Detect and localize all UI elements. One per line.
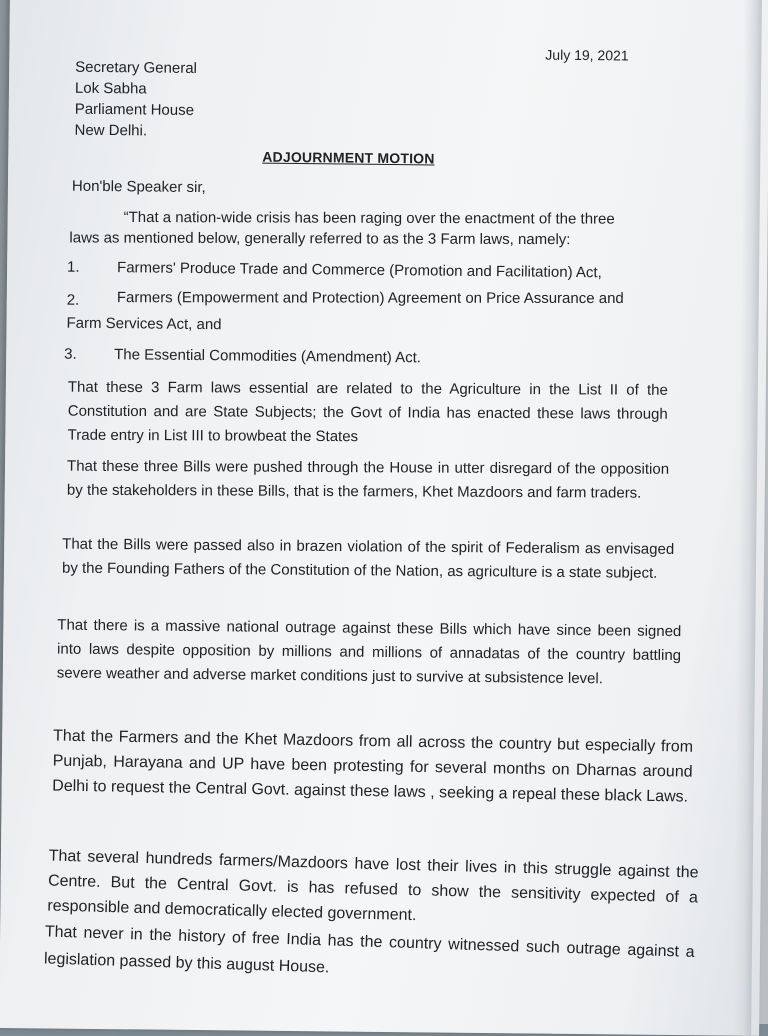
list-item-text: The Essential Commodities (Amendment) Act.: [114, 346, 422, 367]
recipient-address: [74, 57, 197, 142]
paragraph: That several hundreds farmers/Mazdoors have lost their lives in this struggle against the Centre. But the Central Govt. is has refused to show the sensitivity expected of a responsible and democratically elected government.: [47, 847, 699, 925]
document-title: ADJOURNMENT MOTION: [262, 148, 435, 167]
intro-line: “That a nation-wide crisis has been raging over the enactment of the three: [123, 208, 615, 228]
paragraph: That these three Bills were pushed through the House in utter disregard of the opposition by the stakeholders in these Bills, that is the farmers, Khet Mazdoors and farm traders.: [66, 457, 670, 502]
salutation: Hon'ble Speaker sir,: [71, 177, 206, 197]
list-item-number: 2.: [66, 291, 80, 309]
paragraph: That these 3 Farm laws essential are related to the Agriculture in the List II of the Constitution and are State Subjects; the Govt of India has enacted these laws through Trade entry in List III to browbeat the States: [67, 378, 668, 446]
paragraph: That the Bills were passed also in brazen violation of the spirit of Federalism as envisaged by the Founding Fathers of the Constitution of the Nation, as agriculture is a state subject.: [61, 535, 675, 582]
address-line: New Delhi.: [74, 121, 148, 140]
list-item-text: Farmers (Empowerment and Protection) Agreement on Price Assurance and: [116, 289, 624, 308]
list-item-text: Farmers' Produce Trade and Commerce (Promotion and Facilitation) Act,: [117, 259, 602, 282]
paragraph: That the Farmers and the Khet Mazdoors from all across the country but especially from Punjab, Harayana and UP have been protesting for several months on Dharnas around Delhi to request the Central Govt. against these laws , seeking a repeal these black Laws.: [52, 727, 694, 806]
intro-line: laws as mentioned below, generally referred to as the 3 Farm laws, namely:: [69, 229, 571, 249]
address-line: Lok Sabha: [74, 79, 147, 98]
list-item-text-continued: Farm Services Act, and: [66, 314, 222, 334]
list-item-number: 3.: [64, 345, 77, 363]
address-line: Secretary General: [75, 58, 198, 77]
address-line: Parliament House: [74, 100, 195, 119]
list-item-number: 1.: [67, 258, 80, 276]
paragraph: That never in the history of free India has the country witnessed such outrage against a legislation passed by this august House.: [43, 923, 695, 977]
letter-date: July 19, 2021: [545, 46, 629, 64]
paragraph: That there is a massive national outrage against these Bills which have since been signed into laws despite opposition by millions and millions of annadatas of the country battling severe weather and adverse market conditions just to survive at subsistence level.: [56, 616, 682, 688]
